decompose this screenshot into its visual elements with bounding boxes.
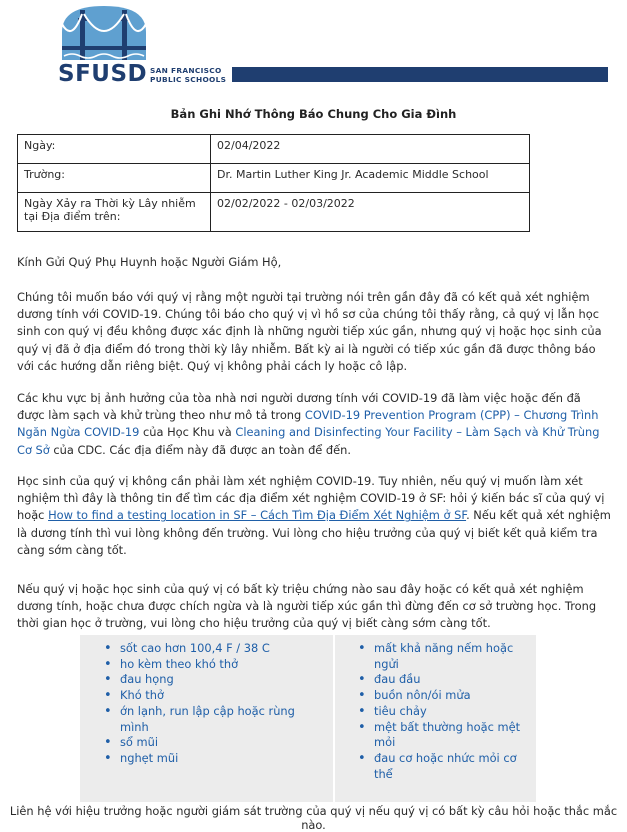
sfusd-subtitle — [150, 66, 226, 84]
header-band — [232, 67, 608, 82]
footer-note: Liên hệ với hiệu trưởng hoặc người giám sát trường của quý vị nếu quý vị có bất kỳ câu hỏi hoặc thắc mắc nào. — [9, 804, 618, 832]
brand-sub-line1: SAN FRANCISCO — [150, 66, 222, 75]
exposure-period-value: 02/02/2022 - 02/03/2022 — [211, 193, 530, 232]
bridge-icon — [58, 2, 168, 64]
info-table — [17, 134, 530, 232]
exposure-period-label: Ngày Xảy ra Thời kỳ Lây nhiễm tại Địa điểm trên: — [18, 193, 211, 232]
cleaning-text-1: Các khu vực bị ảnh hưởng của tòa nhà nơi người dương tính với COVID-19 đã làm việc hoặc đến đã được làm sạch và khử trùng theo như mô tả trong — [17, 391, 581, 423]
list-item: • buồn nôn/ói mửa — [356, 688, 531, 704]
sfusd-wordmark: SFUSD — [58, 61, 148, 87]
date-label: Ngày: — [18, 135, 211, 164]
date-value: 02/04/2022 — [211, 135, 530, 164]
list-item: • sốt cao hơn 100,4 F / 38 C — [102, 641, 327, 657]
cpp-link[interactable]: COVID-19 Prevention Program (CPP) – Chương Trình Ngăn Ngừa COVID-19 — [17, 408, 599, 440]
symptoms-right-column — [356, 641, 531, 782]
page-header — [0, 0, 627, 90]
cleaning-text-2: của Học Khu và — [139, 425, 236, 440]
symptoms-left-column — [102, 641, 327, 767]
testing-text-2: . Nếu kết quả xét nghiệm là dương tính thì vui lòng không đến trường. Vui lòng cho hiệu trưởng của quý vị biết kết quả kiểm tra càng sớm càng tốt. — [17, 508, 611, 557]
paragraph-notification: Chúng tôi muốn báo với quý vị rằng một người tại trường nói trên gần đây đã có kết quả xét nghiệm dương tính với COVID-19. Chúng tôi báo cho quý vị vì hồ sơ của chúng tôi thấy rằng, cả quý vị lẫn học sinh con quý vị đều không được xác định là những người tiếp xúc gần, nhưng quý vị hoặc học sinh của quý vị đã ở địa điểm đó trong thời kỳ lây nhiễm. Bất kỳ ai là người có tiếp xúc gần đã được thông báo với các hướng dẫn riêng biệt. Quý vị không phải cách ly hoặc cô lập. — [17, 290, 602, 373]
list-item: • mất khả năng nếm hoặc ngửi — [356, 641, 531, 672]
list-item: • nghẹt mũi — [102, 751, 327, 767]
school-value: Dr. Martin Luther King Jr. Academic Middle School — [211, 164, 530, 193]
list-item: • ho kèm theo khó thở — [102, 657, 327, 673]
list-item: • đau cơ hoặc nhức mỏi cơ thể — [356, 751, 531, 782]
table-row — [18, 193, 530, 232]
paragraph-cleaning — [17, 390, 611, 459]
cleaning-text-3: của CDC. Các địa điểm này đã được an toàn để đến. — [49, 442, 352, 457]
list-item: • Khó thở — [102, 688, 327, 704]
table-row — [18, 135, 530, 164]
list-item: • ớn lạnh, run lập cập hoặc rùng mình — [102, 704, 327, 735]
golden-gate-bridge-logo — [58, 2, 168, 67]
paragraph-testing — [17, 473, 611, 559]
list-item: • mệt bất thường hoặc mệt mỏi — [356, 720, 531, 751]
cdc-cleaning-link[interactable]: Cleaning and Disinfecting Your Facility – Làm Sạch và Khử Trùng Cơ Sở — [17, 425, 600, 457]
brand-sub-line2: PUBLIC SCHOOLS — [150, 75, 227, 84]
column-divider — [333, 635, 335, 802]
list-item: • đau họng — [102, 672, 327, 688]
symptoms-box — [80, 635, 536, 802]
paragraph-symptoms-intro: Nếu quý vị hoặc học sinh của quý vị có bất kỳ triệu chứng nào sau đây hoặc có kết quả xét nghiệm dương tính, hoặc chưa được chích ngừa và là người tiếp xúc gần thì đừng đến cơ sở trường học. Trong thời gian học ở trường, vui lòng cho hiệu trưởng của quý vị biết càng sớm càng tốt. — [17, 582, 597, 631]
list-item: • tiêu chảy — [356, 704, 531, 720]
list-item: • sổ mũi — [102, 735, 327, 751]
school-label: Trường: — [18, 164, 211, 193]
table-row — [18, 164, 530, 193]
testing-location-link[interactable]: How to find a testing location in SF – Cách Tìm Địa Điểm Xét Nghiệm ở SF — [48, 508, 467, 523]
list-item: • đau đầu — [356, 672, 531, 688]
document-title: Bản Ghi Nhớ Thông Báo Chung Cho Gia Đình — [170, 107, 457, 121]
testing-text-1: Học sinh của quý vị không cần phải làm xét nghiệm COVID-19. Tuy nhiên, nếu quý vị muốn làm xét nghiệm thì đây là thông tin để tìm các địa điểm xét nghiệm COVID-19 ở SF: hỏi ý kiến bác sĩ của quý vị hoặc — [17, 474, 605, 523]
greeting: Kính Gửi Quý Phụ Huynh hoặc Người Giám Hộ, — [17, 255, 282, 269]
